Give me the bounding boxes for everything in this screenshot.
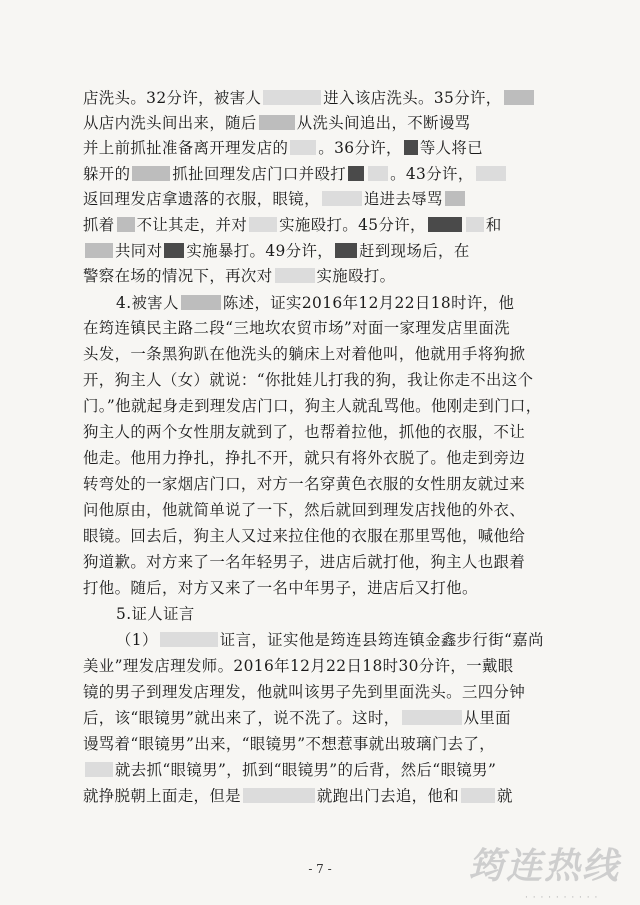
text-line: 他走。他用力挣扎，挣扎不开，就只有将外衣脱了。他走到旁边 — [83, 449, 526, 467]
section-5-heading: 5.证人证言 — [116, 605, 195, 623]
text-line: 店洗头。32分许，被害人 进入该店洗头。35分许， — [83, 88, 563, 110]
text-line: 打他。随后，对方又来了一名中年男子，进店后又打他。 — [83, 579, 478, 597]
text-line: 就去抓“眼镜男”，抓到“眼镜男”的后背，然后“眼镜男” — [83, 760, 563, 782]
text-line: 在筠连镇民主路二段“三地坎农贸市场”对面一家理发店里面洗 — [83, 319, 511, 337]
page-number: - 7 - — [308, 862, 332, 876]
text-line: 狗道歉。对方来了一名年轻男子，进店后就打他，狗主人也跟着 — [83, 553, 526, 571]
text-line: 美业”理发店理发师。2016年12月22日18时30分许，一戴眼 — [83, 657, 514, 675]
text-line: 门。”他就起身走到理发店门口，狗主人就乱骂他。他刚走到门口， — [83, 397, 542, 415]
text-line: 问他原由，他就简单说了一下，然后就回到理发店找他的外衣、 — [83, 501, 526, 519]
footer-dots: · · · · · · · · · · — [525, 893, 599, 903]
text-line: 眼镜。回去后，狗主人又过来拉住他的衣服在那里骂他，喊他给 — [83, 527, 526, 545]
site-watermark: 筠连热线 — [468, 846, 621, 887]
text-line: 后，该“眼镜男”就出来了，说不洗了。这时， 从里面 — [83, 709, 511, 727]
text-line: 就挣脱朝上面走，但是 就跑出门去追，他和 就 — [83, 787, 513, 805]
text-line: 躲开的 抓扯回理发店门口并殴打 。43分许， — [83, 164, 563, 186]
text-line: 共同对 实施暴打。49分许， 赶到现场后，在 — [83, 241, 563, 263]
text-line: 并上前抓扯准备离开理发店的 。36分许， 等人将已 — [83, 139, 483, 157]
text-line: 开，狗主人（女）就说：“你批娃儿打我的狗，我让你走不出这个 — [83, 371, 534, 389]
text-line: 从店内洗头间出来，随后 从洗头间追出，不断谩骂 — [83, 114, 471, 132]
text-line: 镜的男子到理发店理发，他就叫该男子先到里面洗头。三四分钟 — [83, 683, 526, 701]
text-line: 返回理发店拿遗落的衣服，眼镜， 追进去辱骂 — [83, 189, 563, 211]
text-line: 狗主人的两个女性朋友就到了，也帮着拉他，抓他的衣服，不让 — [83, 423, 526, 441]
text-line: （1） 证言，证实他是筠连县筠连镇金鑫步行街“嘉尚 — [116, 631, 544, 649]
text-line: 谩骂着“眼镜男”出来，“眼镜男”不想惹事就出玻璃门去了， — [83, 735, 496, 753]
text-line: 抓着 不让其走，并对 实施殴打。45分许， 和 — [83, 216, 502, 234]
section-4-heading: 4.被害人 陈述，证实2016年12月22日18时许，他 — [116, 294, 515, 312]
text-line: 警察在场的情况下，再次对 实施殴打。 — [83, 267, 396, 285]
text-line: 头发，一条黑狗趴在他洗头的躺床上对着他叫，他就用手将狗掀 — [83, 345, 526, 363]
text-line: 转弯处的一家烟店门口，对方一名穿黄色衣服的女性朋友就过来 — [83, 475, 526, 493]
